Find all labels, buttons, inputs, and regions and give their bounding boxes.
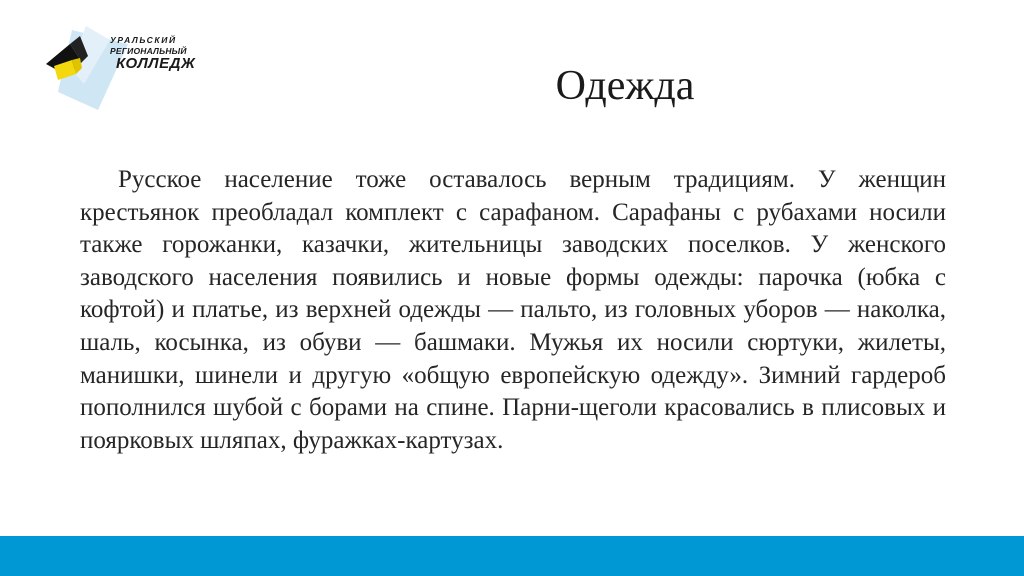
bottom-accent-bar	[0, 536, 1024, 576]
college-logo	[40, 22, 196, 114]
logo-line-2: РЕГИОНАЛЬНЫЙ	[110, 45, 187, 56]
logo-line-3: КОЛЛЕДЖ	[116, 55, 196, 72]
slide-body-text: Русское население тоже оставалось верным традициям. У женщин крестьянок преобладал комплект с сарафаном. Сарафаны с рубахами носили также горожанки, казачки, жительницы заводских поселков. У женского заводского населения появились и новые формы одежды: парочка (юбка с кофтой) и платье, из верхней одежды — пальто, из головных уборов — наколка, шаль, косынка, из обуви — башмаки. Мужья их носили сюртуки, жилеты, манишки, шинели и другую «общую европейскую одежду». Зимний гардероб пополнился шубой с борами на спине. Парни-щеголи красовались в плисовых и поярковых шляпах, фуражках-картузах.	[80, 166, 946, 454]
logo-text	[110, 36, 195, 71]
slide-title: Одежда	[555, 63, 695, 109]
logo-line-1: УРАЛЬСКИЙ	[110, 35, 177, 45]
